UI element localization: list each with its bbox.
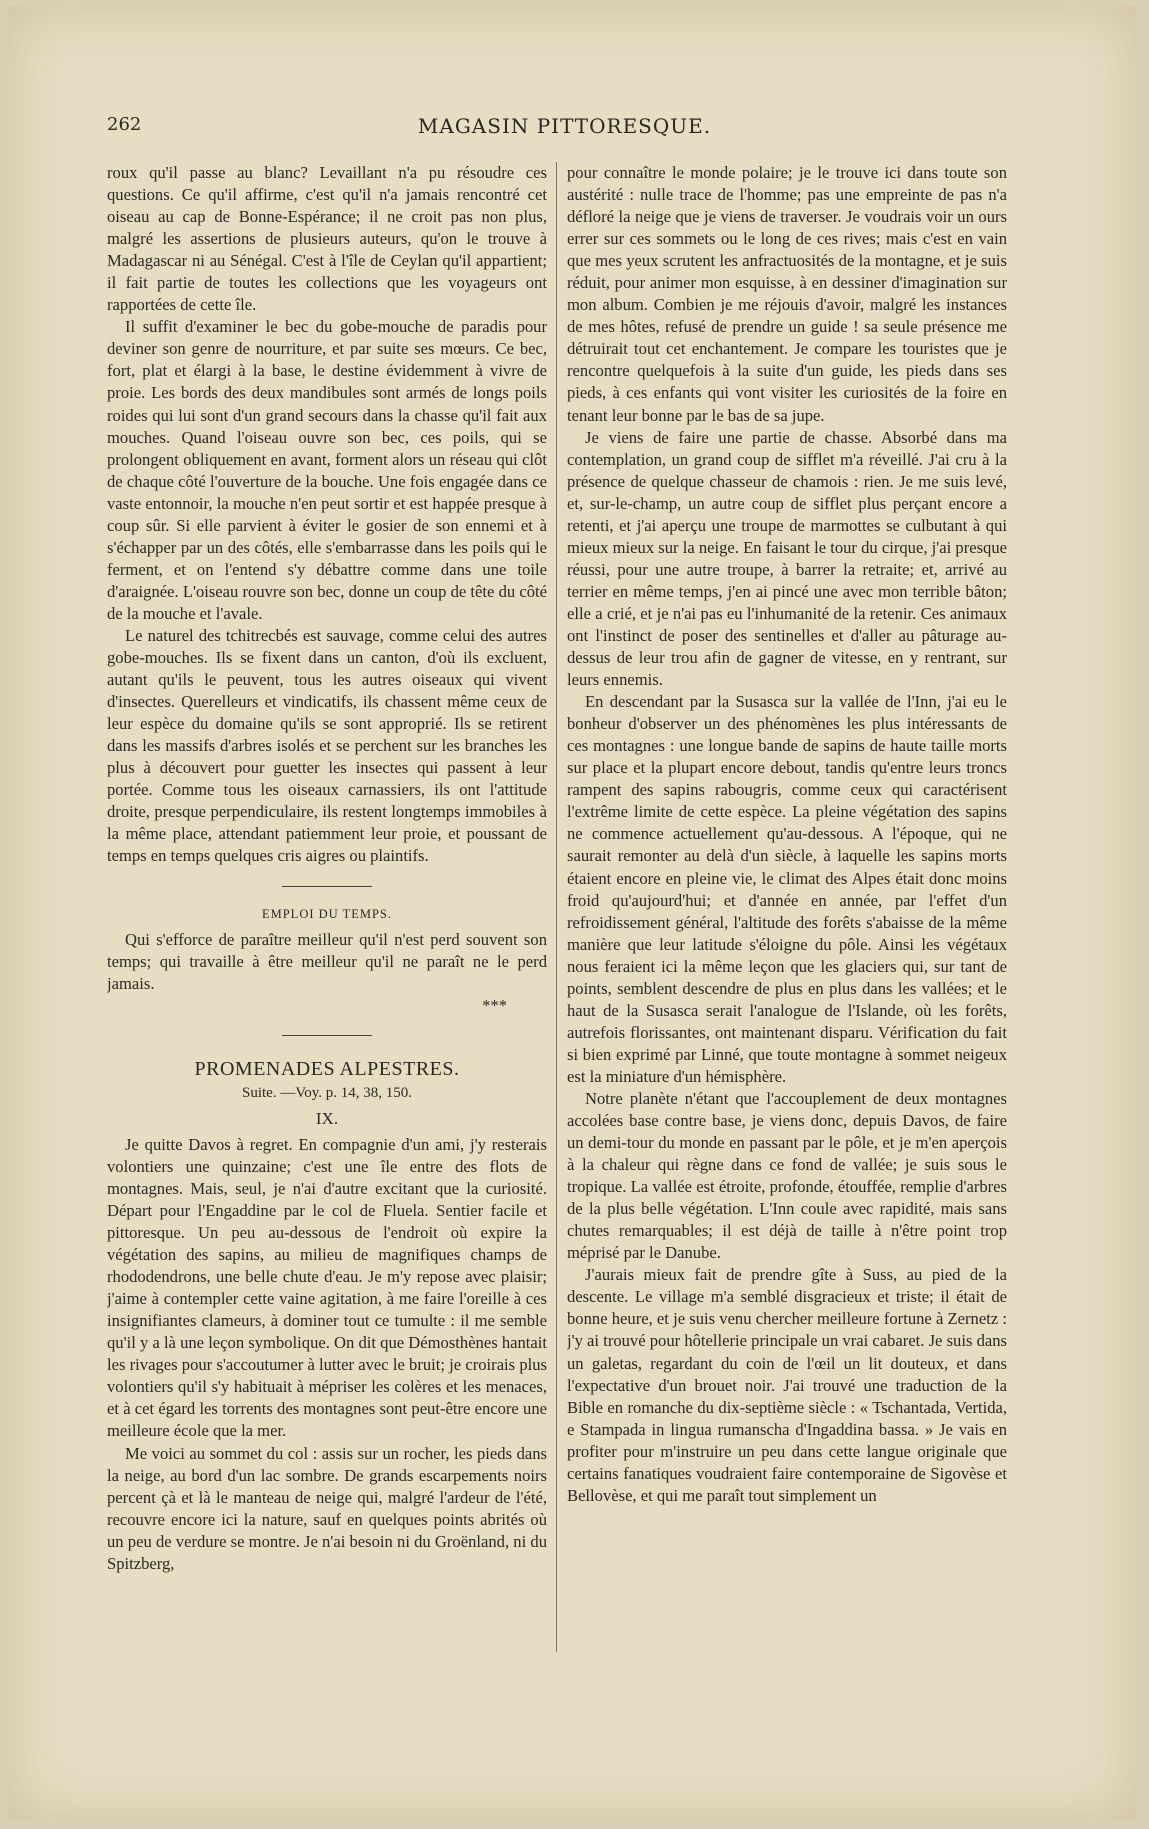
article-paragraph: J'aurais mieux fait de prendre gîte à Suss, au pied de la descente. Le village m'a semblé disgracieux et triste; il était de bonne heure, et je suis venu chercher meilleure fortune à Zernetz : j'y ai trouvé pour hôtellerie principale un vrai cabaret. Je suis dans un galetas, regardant du coin de l'œil un lit douteux, et dans l'expectative d'un brouet noir. J'ai trouvé une traduction de la Bible en romanche du dix-septième siècle : « Tschantada, Vertida, e Stampada in lingua rumanscha d'Ingaddina bassa. » Je vais en profiter pour m'instruire un peu dans cette langue originale que certains fanatiques voudraient faire contemporaine de Sigovèse et Bellovèse, et qui me paraît tout simplement un (567, 1265, 1007, 1505)
running-title: MAGASIN PITTORESQUE. (417, 114, 712, 138)
left-column (107, 162, 547, 1682)
emploi-signature: *** (482, 995, 507, 1015)
article-paragraph: Il suffit d'examiner le bec du gobe-mouche de paradis pour deviner son genre de nourriture, et par suite ses mœurs. Ce bec, fort, plat et élargi à la base, le destine évidemment à vivre de proie. Les bords des deux mandibules sont armés de longs poils roides qui lui sont d'un grand secours dans la chasse qu'il fait aux mouches. Quand l'oiseau ouvre son bec, ces poils, qui se prolongent obliquement en avant, forment alors un réseau qui clôt de chaque côté l'ouverture de la bouche. Une fois engagée dans ce vaste entonnoir, la mouche n'en peut sortir et est happée presque à coup sûr. Si elle parvient à éviter le gosier de son ennemi et à s'échapper par un des côtés, elle s'embarrasse dans les poils qui le ferment, et on l'entend s'y débattre comme dans une toile d'araignée. L'oiseau rouvre son bec, donne un coup de tête du côté de la mouche et l'avale. (107, 317, 547, 623)
paper-sheet (8, 6, 1136, 1821)
article-paragraph: Me voici au sommet du col : assis sur un rocher, les pieds dans la neige, au bord d'un lac sombre. De grands escarpements noirs percent çà et là le manteau de neige qui, malgré l'ardeur de l'été, recouvre encore ici la nature, sauf en quelques points abrités où un peu de verdure se montre. Je n'ai besoin ni du Groënland, ni du Spitzberg, (107, 1443, 547, 1573)
article-paragraph: roux qu'il passe au blanc? Levaillant n'a pu résoudre ces questions. Ce qu'il affirme, c'est qu'il n'a jamais rencontré cet oiseau au cap de Bonne-Espérance; il ne croit pas non plus, malgré les assertions de plusieurs auteurs, qu'on le trouve à Madagascar ni au Sénégal. C'est à l'île de Ceylan qu'il appartient; il fait partie de toutes les collections que les voyageurs ont rapportées de cette île. (107, 163, 547, 315)
article-paragraph: Notre planète n'étant que l'accouplement de deux montagnes accolées base contre base, je viens donc, depuis Davos, de faire un demi-tour du monde en passant par le pôle, et je m'en aperçois à la chaleur qui règne dans ce fond de vallée; je suis sous le tropique. La vallée est étroite, profonde, étouffée, remplie d'arbres de la plus belle végétation. L'Inn coule avec rapidité, mais sans chutes remarquables; il est déjà de taille à n'être point trop méprisé par le Danube. (567, 1088, 1007, 1263)
section-divider (282, 1035, 372, 1036)
page-header (107, 114, 1022, 146)
page-number: 262 (107, 114, 142, 135)
article-paragraph: Je viens de faire une partie de chasse. Absorbé dans ma contemplation, un grand coup de sifflet m'a réveillé. J'ai cru à la présence de quelque chasseur de chamois : rien. Je me suis levé, et, sur-le-champ, un autre coup de sifflet plus perçant encore a retenti, et j'ai aperçu une troupe de marmottes se culbutant à qui mieux mieux sur la neige. En faisant le tour du cirque, j'ai presque réussi, pour une autre troupe, à barrer la retraite; et, arrivé au terrier en même temps, j'en ai pincé une avec mon terrible bâton; elle a crié, et je n'ai pas eu l'inhumanité de la retenir. Ces animaux ont l'instinct de poser des sentinelles et d'aller au pâturage au-dessus de leur trou afin de gagner de vitesse, en y rentrant, sur leurs ennemis. (567, 427, 1007, 690)
section-number: IX. (315, 1108, 339, 1128)
article-paragraph: Je quitte Davos à regret. En compagnie d'un ami, j'y resterais volontiers une quinzaine; c'est une île entre des flots de montagnes. Mais, seul, je n'ai d'autre excitant que la curiosité. Départ pour l'Engaddine par le col de Fluela. Sentier facile et pittoresque. Un peu au-dessous de l'endroit où expire la végétation des sapins, au milieu de magnifiques champs de rhododendrons, une belle chute d'eau. Je m'y repose avec plaisir; j'aime à contempler cette vaine agitation, à me faire l'oreille à ces insignifiantes clameurs, à dominer tout ce tumulte : il me semble qu'il y a là une leçon symbolique. On dit que Démosthènes hantait les rivages pour s'accoutumer à lutter avec le bruit; je croirais plus volontiers qu'il s'y habituait à mépriser les colères et les menaces, et à cet égard les torrents des montagnes sont peut-être encore une meilleure école que la mer. (107, 1134, 547, 1441)
section-divider (282, 886, 372, 887)
right-column (567, 162, 1007, 1682)
article-paragraph: En descendant par la Susasca sur la vallée de l'Inn, j'ai eu le bonheur d'observer un des phénomènes les plus intéressants de ces montagnes : une longue bande de sapins de haute taille morts sur place et la plupart encore debout, tandis qu'entre leurs troncs rampent des sapins rabougris, comme ceux qui caractérisent l'extrême limite de cette espèce. La pleine végétation des sapins ne commence actuellement qu'au-dessous. A l'époque, qui ne saurait remonter au delà d'un siècle, à laquelle les sapins morts étaient encore en pleine vie, le climat des Alpes était donc moins froid qu'aujourd'hui; et d'année en année, par l'effet d'un refroidissement général, l'altitude des forêts s'abaisse de la même manière que leur latitude s'éloigne du pôle. Ainsi les végétaux nous feraient ici la même leçon que les glaciers qui, sur tant de points, semblent descendre de plus en plus dans les vallées; et le haut de la Susasca serait l'analogue de l'Islande, où les forêts, autrefois florissantes, ont maintenant disparu. Vérification du fait si bien exprimé par Linné, que toute montagne à sommet neigeux est la miniature d'un hémisphère. (567, 692, 1007, 1086)
column-divider (556, 162, 557, 1652)
emploi-heading: EMPLOI DU TEMPS. (261, 906, 393, 921)
article-paragraph: pour connaître le monde polaire; je le trouve ici dans toute son austérité : nulle trace de l'homme; pas une empreinte de pas n'a défloré la neige que je viens de traverser. Je voudrais voir un ours errer sur ces sommets ou le long de ces rives; mais c'est en vain que mes yeux scrutent les anfractuosités de la montagne, et je suis réduit, pour animer mon esquisse, à en dessiner d'imagination sur mon album. Combien je me réjouis d'avoir, malgré les instances de mes hôtes, refusé de prendre un guide ! sa seule présence me détruirait tout cet enchantement. Je compare les touristes que je rencontre quelquefois à la suite d'un guide, les pieds dans ses pieds, à ces enfants qui vont visiter les curiosités de la foire en tenant leur bonne par le bas de sa jupe. (567, 163, 1007, 425)
promenades-subheading: Suite. —Voy. p. 14, 38, 150. (241, 1084, 412, 1101)
promenades-heading: PROMENADES ALPESTRES. (194, 1057, 460, 1080)
emploi-text: Qui s'efforce de paraître meilleur qu'il n'est perd souvent son temps; qui travaille à être meilleur qu'il ne paraît ne le perd jamais. (107, 929, 547, 993)
emploi-paragraph (107, 929, 547, 1017)
article-paragraph: Le naturel des tchitrecbés est sauvage, comme celui des autres gobe-mouches. Ils se fixent dans un canton, d'où ils excluent, autant qu'ils le peuvent, tous les autres oiseaux qui vivent d'insectes. Querelleurs et vindicatifs, ils chassent même ceux de leur espèce du domaine qu'ils se sont approprié. Ils se retirent dans les massifs d'arbres isolés et se perchent sur les branches les plus à découvert pour guetter les insectes qui passent à leur portée. Comme tous les oiseaux carnassiers, ils ont l'attitude droite, presque perpendiculaire, ils restent longtemps immobiles à la même place, attendant patiemment leur proie, et poussant de temps en temps quelques cris aigres ou plaintifs. (107, 625, 547, 866)
